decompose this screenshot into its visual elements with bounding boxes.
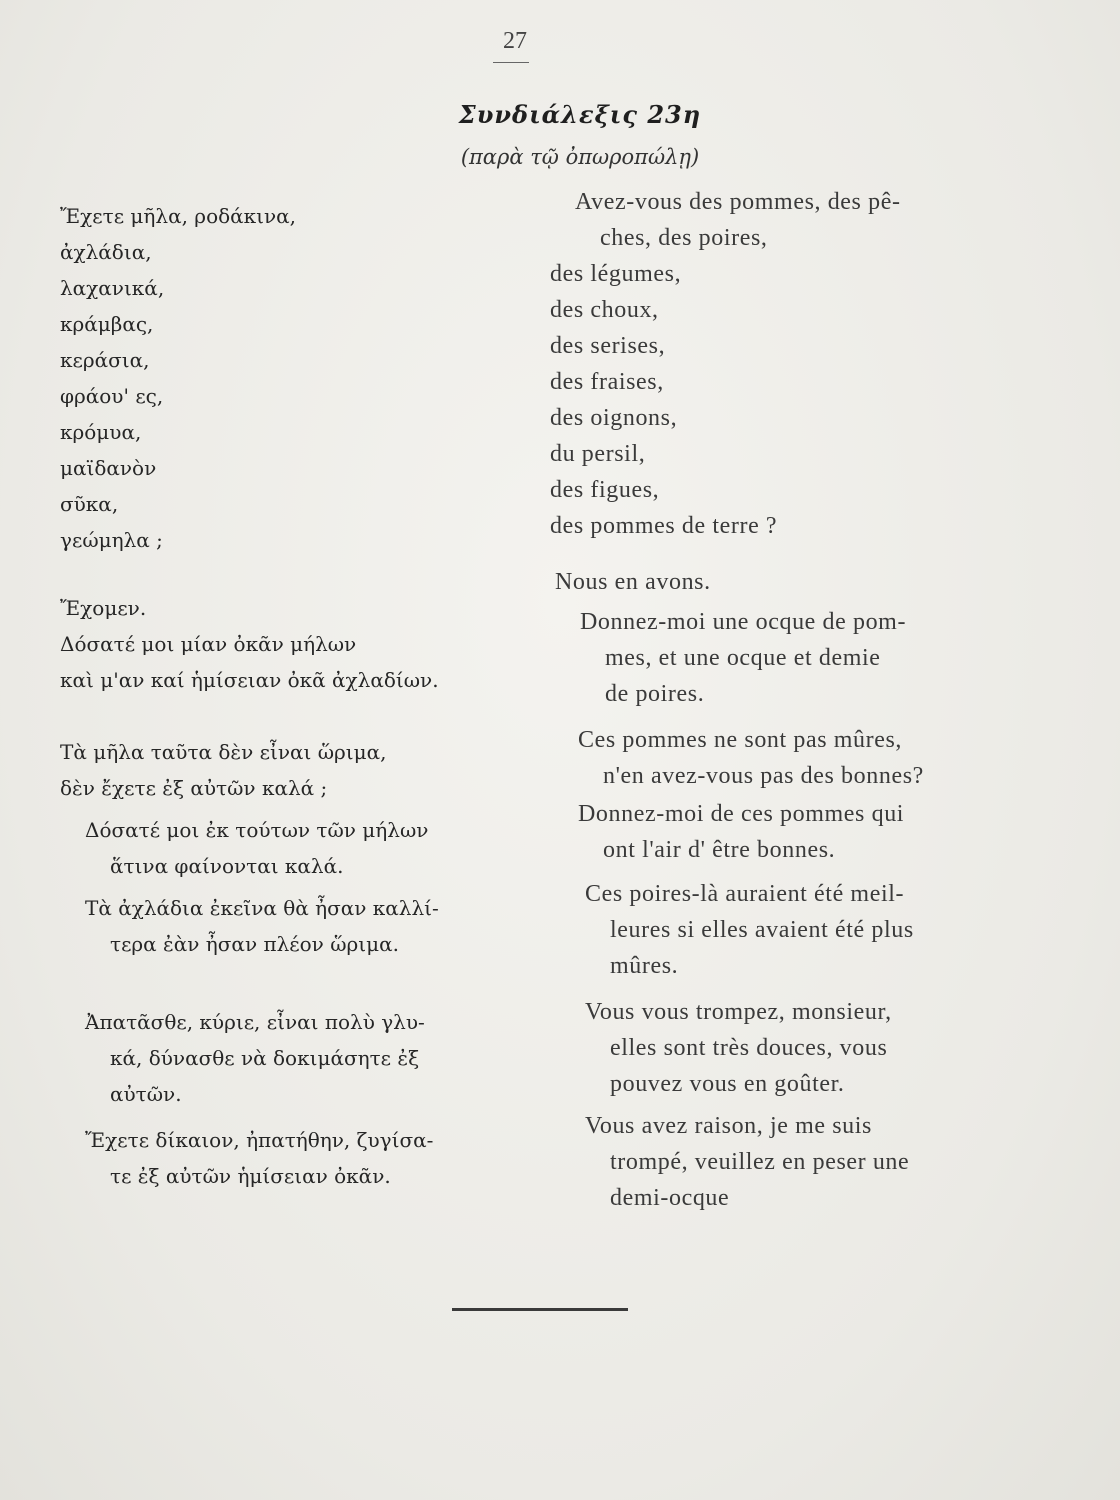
french-line: Donnez-moi une ocque de pom- bbox=[580, 609, 907, 635]
french-block-2 bbox=[550, 256, 1020, 544]
french-line: des pommes de terre ? bbox=[550, 513, 778, 539]
page-number-rule bbox=[493, 62, 529, 63]
french-block-3 bbox=[555, 564, 1025, 600]
greek-line: Ἀπατᾶσθε, κύριε, εἶναι πολὺ γλυ- bbox=[85, 1010, 425, 1034]
french-line: leures si elles avaient été plus bbox=[610, 917, 914, 943]
french-line: des serises, bbox=[550, 333, 666, 359]
greek-block-6 bbox=[85, 890, 590, 962]
french-line: Vous avez raison, je me suis bbox=[585, 1113, 872, 1139]
section-end-rule bbox=[452, 1308, 628, 1311]
greek-block-3 bbox=[60, 626, 540, 698]
greek-line: Τὰ ἀχλάδια ἐκεῖνα θὰ ἦσαν καλλί- bbox=[85, 896, 439, 920]
greek-block-8 bbox=[85, 1122, 590, 1194]
french-line: Vous vous trompez, monsieur, bbox=[585, 999, 892, 1025]
french-line: mûres. bbox=[610, 953, 679, 979]
greek-line: σῦκα, bbox=[60, 492, 119, 516]
greek-line: φράου' ες, bbox=[60, 384, 164, 408]
french-block-6 bbox=[578, 796, 1073, 868]
greek-block-2 bbox=[60, 590, 540, 626]
greek-block-1 bbox=[60, 198, 540, 558]
greek-line: ἀχλάδια, bbox=[60, 240, 152, 264]
dialogue-title: Συνδιάλεξις 23η bbox=[458, 100, 702, 129]
greek-line: ἅτινα φαίνονται καλά. bbox=[110, 854, 344, 878]
greek-line: δὲν ἔχετε ἐξ αὐτῶν καλά ; bbox=[60, 776, 328, 800]
greek-line: Δόσατέ μοι μίαν ὀκᾶν μήλων bbox=[60, 632, 357, 656]
french-line: Ces pommes ne sont pas mûres, bbox=[578, 727, 903, 753]
greek-line: κεράσια, bbox=[60, 348, 150, 372]
greek-line: τε ἐξ αὐτῶν ἡμίσειαν ὀκᾶν. bbox=[110, 1164, 391, 1188]
french-block-7 bbox=[585, 876, 1080, 984]
greek-block-7 bbox=[85, 1004, 590, 1112]
greek-line: Ἔχετε μῆλα, ροδάκινα, bbox=[60, 204, 297, 228]
french-line: des choux, bbox=[550, 297, 659, 323]
greek-line: Ἔχομεν. bbox=[60, 596, 147, 620]
french-line: Avez-vous des pommes, des pê- bbox=[575, 189, 901, 215]
greek-line: κράμβας, bbox=[60, 312, 154, 336]
french-line: Donnez-moi de ces pommes qui bbox=[578, 801, 905, 827]
french-line: ont l'air d' être bonnes. bbox=[603, 837, 836, 863]
greek-line: μαϊδανὸν bbox=[60, 456, 157, 480]
french-line: mes, et une ocque et demie bbox=[605, 645, 881, 671]
greek-line: τερα ἐὰν ἦσαν πλέον ὥριμα. bbox=[110, 932, 399, 956]
french-block-9 bbox=[585, 1108, 1080, 1216]
french-line: des oignons, bbox=[550, 405, 678, 431]
french-line: Nous en avons. bbox=[555, 569, 711, 595]
french-line: pouvez vous en goûter. bbox=[610, 1071, 845, 1097]
page-number: 27 bbox=[503, 28, 527, 54]
french-line: de poires. bbox=[605, 681, 705, 707]
greek-line: Τὰ μῆλα ταῦτα δὲν εἶναι ὥριμα, bbox=[60, 740, 387, 764]
greek-line: κρόμυα, bbox=[60, 420, 142, 444]
greek-line: καὶ μ'αν καί ἡμίσειαν ὀκᾶ ἀχλαδίων. bbox=[60, 668, 439, 692]
french-block-4 bbox=[580, 604, 1075, 712]
greek-line: αὐτῶν. bbox=[110, 1082, 182, 1106]
greek-line: λαχανικά, bbox=[60, 276, 165, 300]
french-line: Ces poires-là auraient été meil- bbox=[585, 881, 905, 907]
greek-line: γεώμηλα ; bbox=[60, 528, 163, 552]
french-line: n'en avez-vous pas des bonnes? bbox=[603, 763, 924, 789]
french-block-1 bbox=[575, 184, 1070, 256]
french-line: du persil, bbox=[550, 441, 646, 467]
greek-block-4 bbox=[60, 734, 540, 806]
french-block-8 bbox=[585, 994, 1080, 1102]
french-line: trompé, veuillez en peser une bbox=[610, 1149, 910, 1175]
greek-line: κά, δύνασθε νὰ δοκιμάσητε ἐξ bbox=[110, 1046, 420, 1070]
french-line: demi-ocque bbox=[610, 1185, 730, 1211]
french-line: ches, des poires, bbox=[600, 225, 768, 251]
french-line: elles sont très douces, vous bbox=[610, 1035, 888, 1061]
greek-line: Ἔχετε δίκαιον, ἠπατήθην, ζυγίσα- bbox=[85, 1128, 434, 1152]
french-line: des légumes, bbox=[550, 261, 682, 287]
french-line: des figues, bbox=[550, 477, 660, 503]
dialogue-subtitle: (παρὰ τῷ ὀπωροπώλῃ) bbox=[460, 145, 700, 169]
french-line: des fraises, bbox=[550, 369, 664, 395]
french-block-5 bbox=[578, 722, 1073, 794]
greek-line: Δόσατέ μοι ἐκ τούτων τῶν μήλων bbox=[85, 818, 429, 842]
greek-block-5 bbox=[85, 812, 590, 884]
